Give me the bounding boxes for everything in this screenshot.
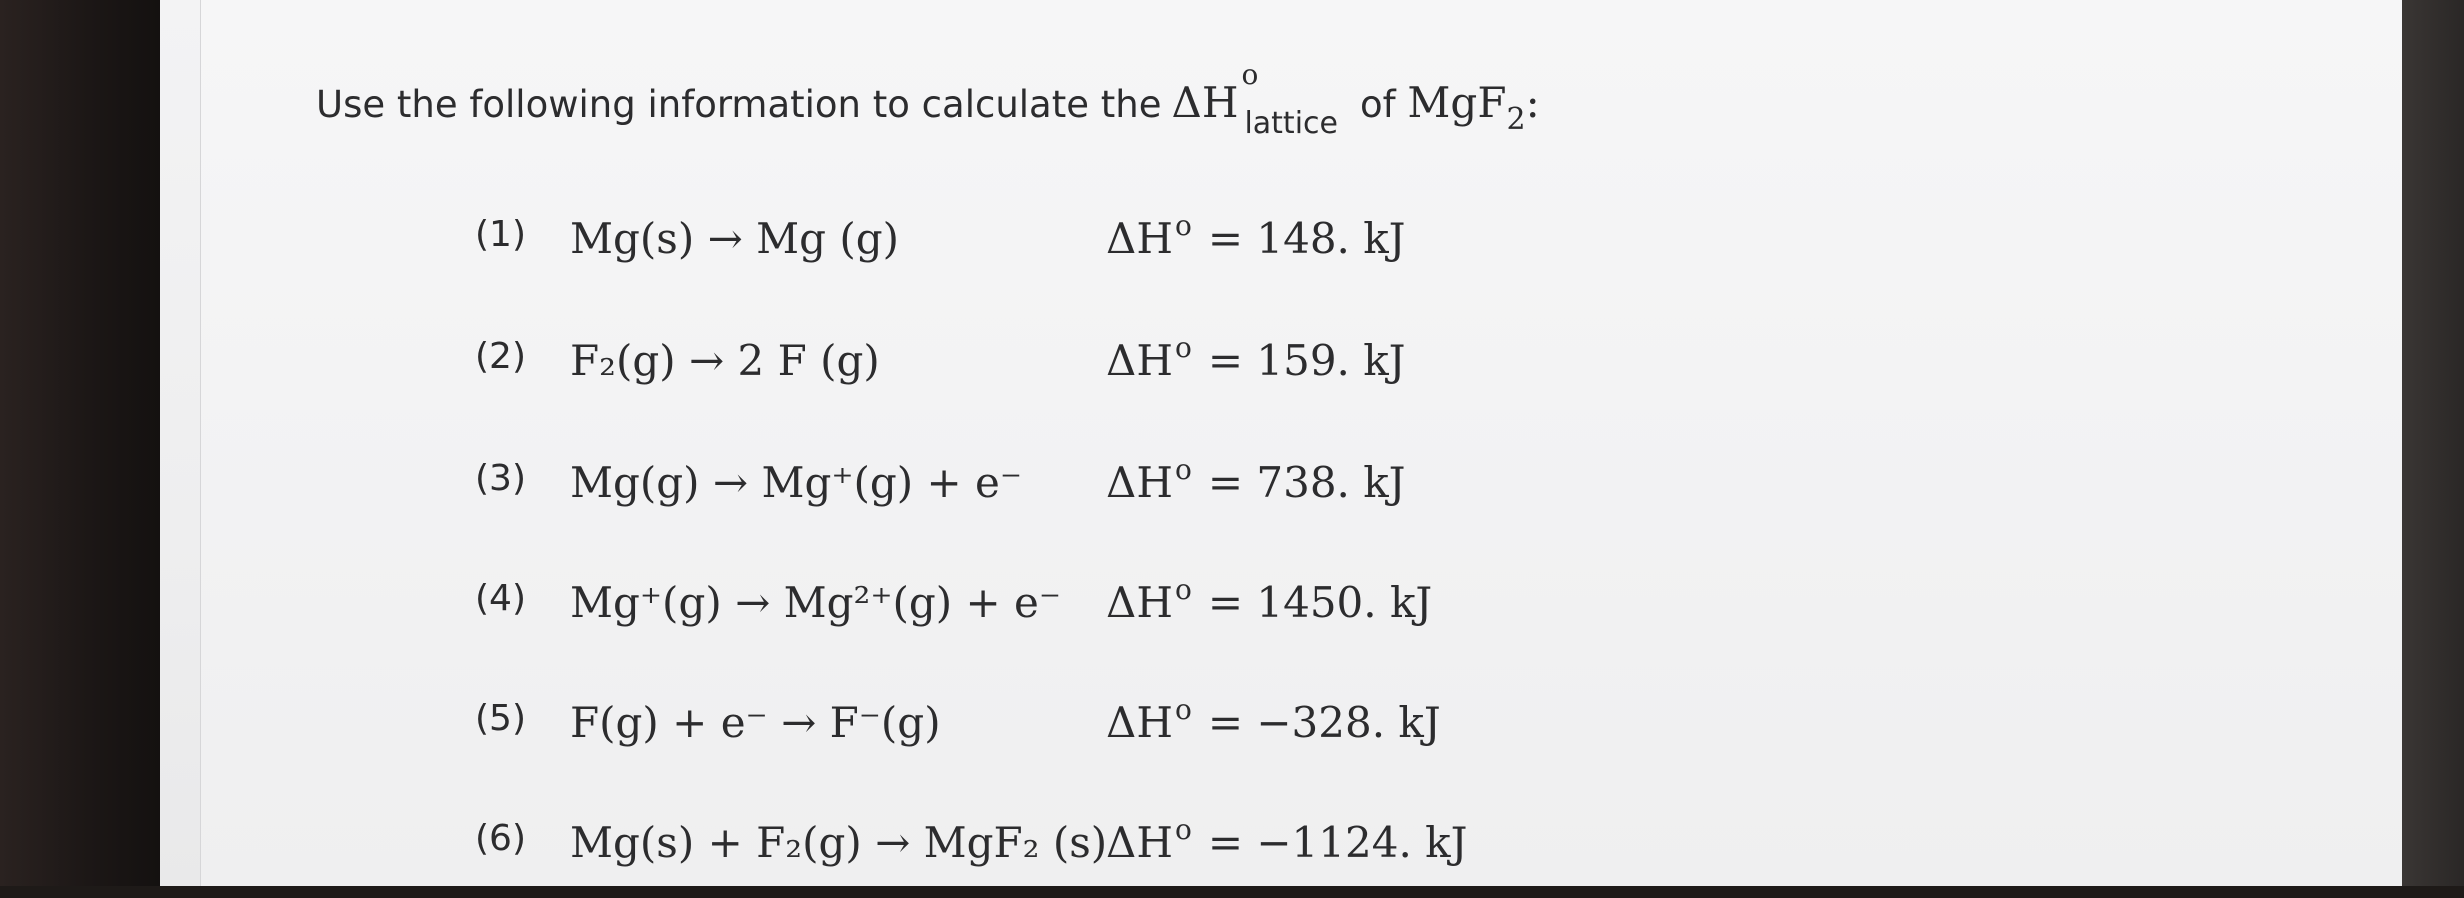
of-text: of [1359,83,1396,126]
reaction-equation: F₂(g) → 2 F (g) [570,336,880,385]
reaction-number: (2) [475,336,526,377]
reaction-row [201,209,2405,294]
delta-h-symbol: ΔH o [1171,58,1259,127]
question-panel [200,0,2406,886]
reaction-equation: Mg⁺(g) → Mg²⁺(g) + e⁻ [570,578,1062,627]
reaction-row [201,453,2405,538]
reaction-equation: Mg(s) + F₂(g) → MgF₂ (s) [570,818,1108,867]
question-prompt [316,58,1540,141]
lattice-subscript: lattice [1244,106,1338,141]
reaction-row [201,331,2405,416]
reaction-row [201,693,2405,778]
reaction-row [201,813,2405,898]
reaction-enthalpy: $\Delta H^o = 738$. kJ [1106,453,1406,507]
reaction-enthalpy: $\Delta H^o = -1124$. kJ [1106,813,1468,867]
reaction-number: (1) [475,214,526,255]
reaction-number: (5) [475,698,526,739]
reaction-equation: F(g) + e⁻ → F⁻(g) [570,698,941,747]
reaction-number: (3) [475,458,526,499]
screen [160,0,2402,886]
reaction-enthalpy: $\Delta H^o = 148$. kJ [1106,209,1406,263]
reaction-row [201,573,2405,658]
monitor-bezel-right [2402,0,2464,886]
compound-formula: MgF$_2$ [1407,78,1526,137]
reaction-number: (6) [475,818,526,859]
monitor-bezel-left [0,0,160,886]
reaction-enthalpy: $\Delta H^o = 159$. kJ [1106,331,1406,385]
reaction-equation: Mg(s) → Mg (g) [570,214,900,263]
reaction-enthalpy: $\Delta H^o = -328$. kJ [1106,693,1441,747]
reaction-equation: Mg(g) → Mg⁺(g) + e⁻ [570,458,1023,507]
reaction-number: (4) [475,578,526,619]
reaction-enthalpy: $\Delta H^o = 1450$. kJ [1106,573,1433,627]
prompt-colon: : [1525,78,1540,127]
prompt-text: Use the following information to calculate the [316,83,1162,126]
